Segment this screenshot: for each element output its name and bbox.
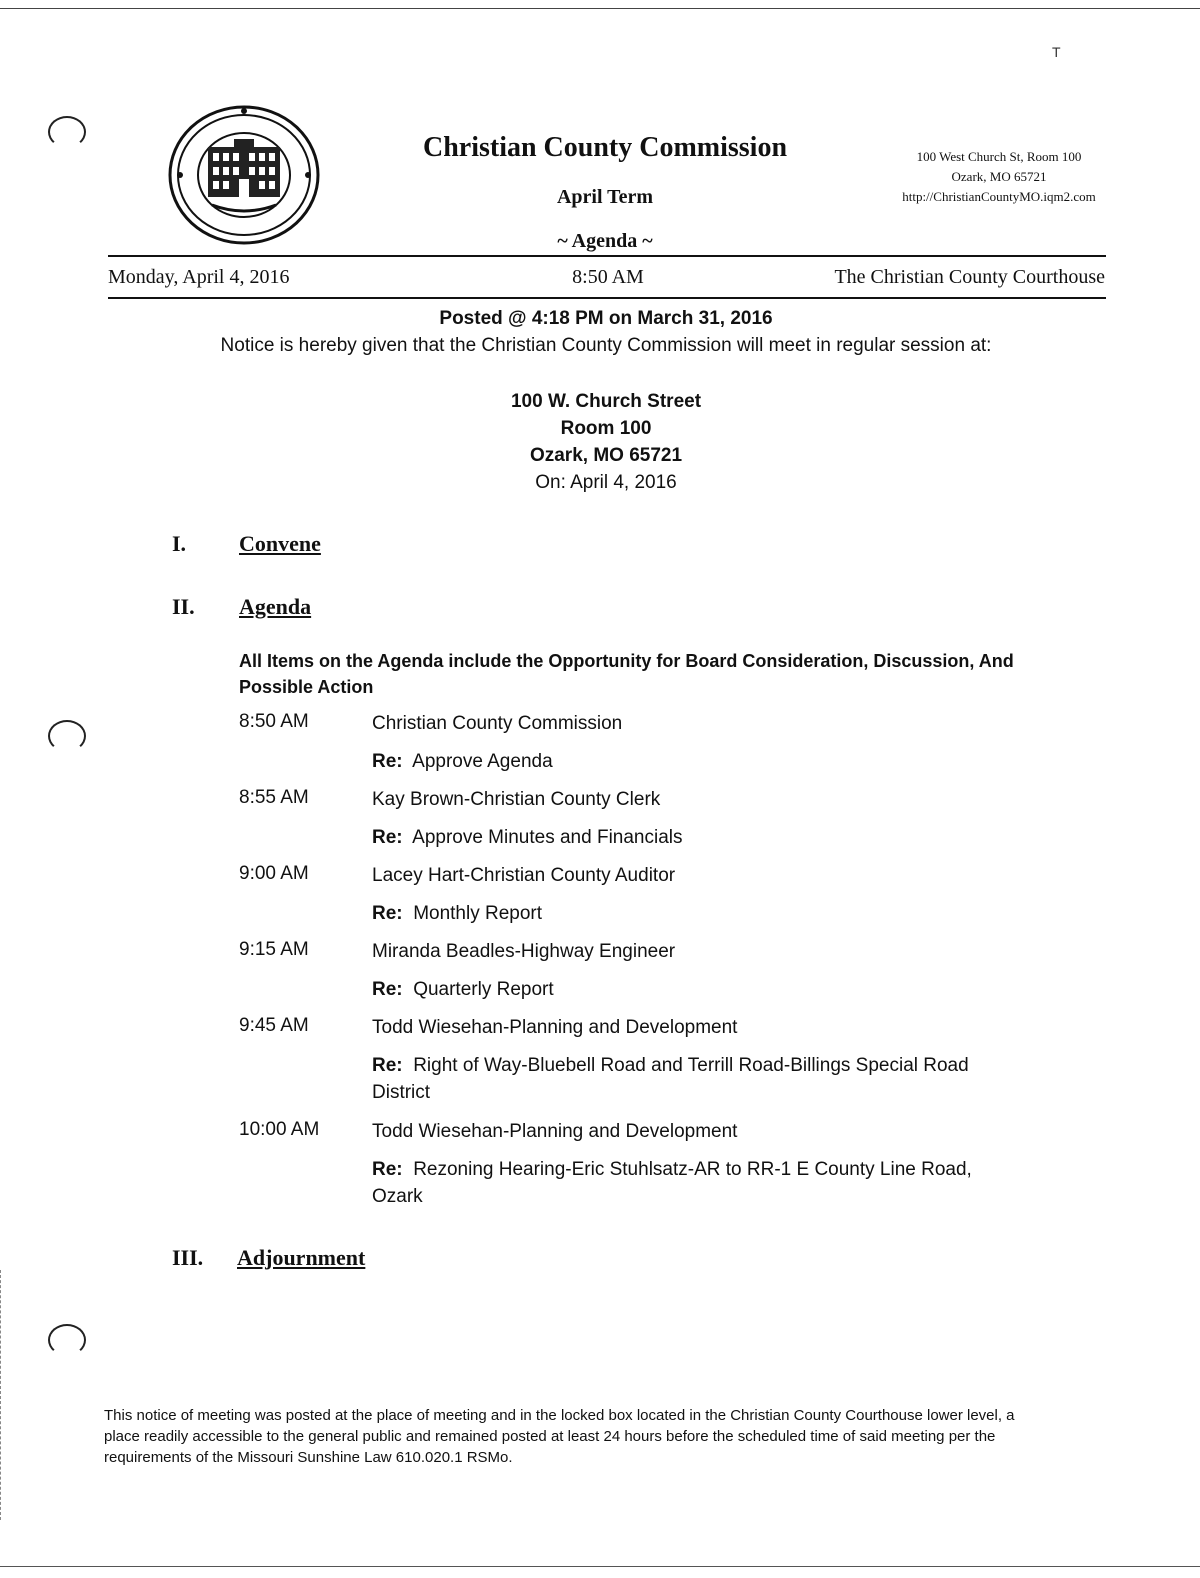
agenda-item-time: 9:15 AM xyxy=(239,939,309,960)
agenda-item-presenter: Christian County Commission xyxy=(372,713,623,734)
agenda-item-presenter: Todd Wiesehan-Planning and Development xyxy=(372,1121,738,1142)
agenda-item-subject xyxy=(372,748,1012,775)
scan-left-edge xyxy=(0,1270,2,1520)
re-label: Re: xyxy=(372,1055,403,1076)
scan-bottom-edge xyxy=(0,1566,1200,1567)
re-label: Re: xyxy=(372,903,403,924)
re-label: Re: xyxy=(372,751,403,772)
notice-text: Notice is hereby given that the Christian County Commission will meet in regular session at: xyxy=(220,335,992,356)
agenda-item-subject xyxy=(372,900,1012,927)
section-title-adjournment: Adjournment xyxy=(237,1245,366,1270)
agenda-item-presenter: Todd Wiesehan-Planning and Development xyxy=(372,1017,738,1038)
agenda-item-subject-text: Right of Way-Bluebell Road and Terrill Road-Billings Special Road District xyxy=(372,1055,969,1103)
agenda-item-subject-text: Approve Minutes and Financials xyxy=(412,827,683,848)
agenda-item-subject xyxy=(372,976,1012,1003)
document-title: Christian County Commission xyxy=(422,132,788,163)
term-label: April Term xyxy=(556,186,654,208)
punch-hole-bottom xyxy=(48,1324,86,1356)
agenda-item-subject xyxy=(372,1052,1012,1106)
scan-top-edge xyxy=(0,8,1200,9)
location-city: Ozark, MO 65721 xyxy=(529,445,683,466)
section-number: III. xyxy=(172,1245,204,1270)
meeting-date: Monday, April 4, 2016 xyxy=(108,266,290,288)
agenda-item-subject-text: Rezoning Hearing-Eric Stuhlsatz-AR to RR-1 E County Line Road, Ozark xyxy=(372,1159,972,1207)
section-number: II. xyxy=(172,594,195,619)
location-date: On: April 4, 2016 xyxy=(535,472,677,493)
address-line1: 100 West Church St, Room 100 xyxy=(916,149,1082,164)
punch-hole-middle xyxy=(48,720,86,752)
re-label: Re: xyxy=(372,827,403,848)
section-number: I. xyxy=(172,531,187,556)
agenda-item-presenter: Kay Brown-Christian County Clerk xyxy=(372,789,661,810)
corner-mark: T xyxy=(1052,44,1061,60)
agenda-item-presenter: Miranda Beadles-Highway Engineer xyxy=(372,941,676,962)
agenda-item-subject xyxy=(372,824,1012,851)
agenda-item-presenter: Lacey Hart-Christian County Auditor xyxy=(372,865,676,886)
agenda-heading: ~ Agenda ~ xyxy=(557,230,653,252)
website-link[interactable]: http://ChristianCountyMO.iqm2.com xyxy=(902,189,1096,204)
meeting-time: 8:50 AM xyxy=(572,266,644,288)
meeting-location xyxy=(0,388,1200,496)
section-title-agenda: Agenda xyxy=(239,594,312,619)
section-title-convene: Convene xyxy=(239,531,321,556)
location-street: 100 W. Church Street xyxy=(510,391,702,412)
re-label: Re: xyxy=(372,979,403,1000)
county-seal-logo xyxy=(168,105,320,245)
agenda-item-time: 8:50 AM xyxy=(239,711,309,732)
meeting-place: The Christian County Courthouse xyxy=(834,266,1105,288)
address-block xyxy=(860,147,1138,207)
agenda-item-subject-text: Monthly Report xyxy=(413,903,543,924)
divider-top xyxy=(108,255,1106,257)
posting-footnote: This notice of meeting was posted at the place of meeting and in the locked box located in the Christian County Courthouse lower level, a place readily accessible to the general public and remained posted at least 24 hours before the scheduled time of said meeting per the requirements of the Missouri Sunshine Law 610.020.1 RSMo. xyxy=(104,1407,1015,1466)
agenda-item-subject xyxy=(372,1156,1012,1210)
agenda-item-time: 10:00 AM xyxy=(239,1119,320,1140)
agenda-item-time: 9:00 AM xyxy=(239,863,309,884)
agenda-item-time: 8:55 AM xyxy=(239,787,309,808)
punch-hole-top xyxy=(48,116,86,148)
divider-bottom xyxy=(108,297,1106,299)
agenda-item-time: 9:45 AM xyxy=(239,1015,309,1036)
posted-stamp: Posted @ 4:18 PM on March 31, 2016 xyxy=(439,308,773,329)
agenda-item-subject-text: Quarterly Report xyxy=(413,979,554,1000)
address-line2: Ozark, MO 65721 xyxy=(951,169,1047,184)
location-room: Room 100 xyxy=(560,418,652,439)
consideration-note: All Items on the Agenda include the Opportunity for Board Consideration, Discussion, And Possible Action xyxy=(239,651,1014,697)
re-label: Re: xyxy=(372,1159,403,1180)
agenda-item-subject-text: Approve Agenda xyxy=(412,751,553,772)
